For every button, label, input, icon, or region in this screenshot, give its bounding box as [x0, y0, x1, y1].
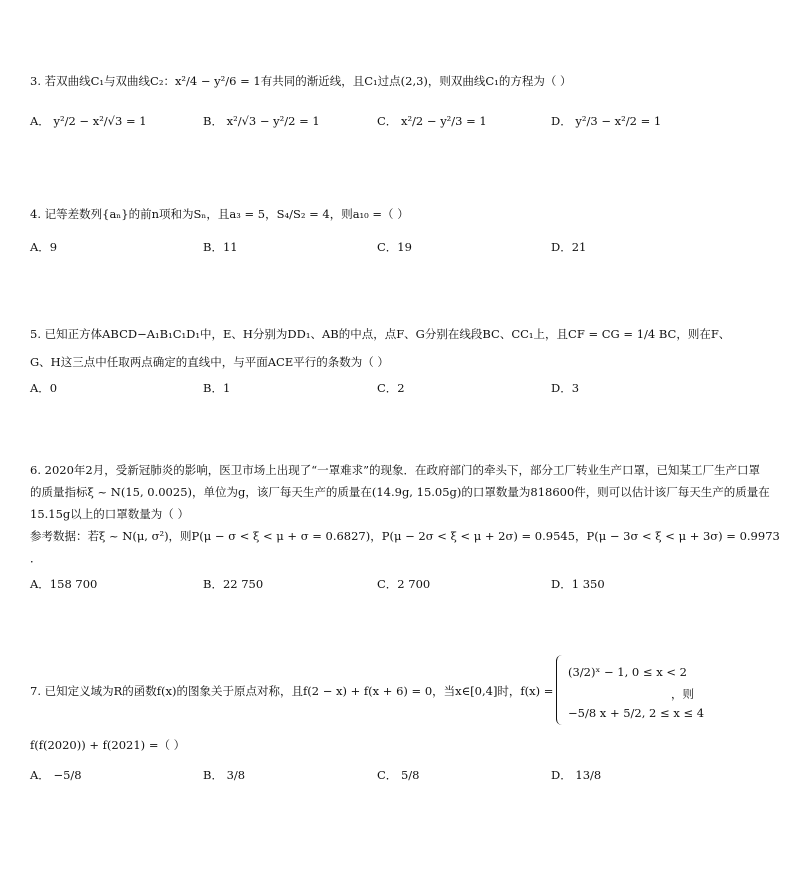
q7-piece1: (3/2)ˣ − 1, 0 ≤ x < 2	[568, 665, 687, 679]
q5-option-a[interactable]: A．0	[30, 381, 58, 395]
q5-line1: 5. 已知正方体ABCD−A₁B₁C₁D₁中，E、H分别为DD₁、AB的中点，点F、G分别在线段BC、CC₁上，且CF = CG = 1/4 BC，则在F、	[30, 327, 731, 341]
q7-line1-end: ，则	[671, 687, 694, 701]
q4-option-b[interactable]: B．11	[203, 240, 238, 254]
q6-option-a[interactable]: A．158 700	[30, 577, 98, 591]
q7-option-b[interactable]: B． 3/8	[203, 768, 246, 782]
q4-option-c[interactable]: C．19	[377, 240, 412, 254]
q4-option-d[interactable]: D．21	[551, 240, 587, 254]
q7-line1: 7. 已知定义域为R的函数f(x)的图象关于原点对称，且f(2 − x) + f(x + 6) = 0，当x∈[0,4]时，f(x) =	[30, 684, 554, 698]
q6-line1: 6. 2020年2月，受新冠肺炎的影响，医卫市场上出现了“一罩难求”的现象．在政府部门的牵头下，部分工厂转业生产口罩，已知某工厂生产口罩	[30, 463, 760, 477]
q6-line3: 15.15g以上的口罩数量为（ ）	[30, 507, 189, 521]
q4-option-a[interactable]: A．9	[30, 240, 58, 254]
q6-option-d[interactable]: D．1 350	[551, 577, 605, 591]
q5-option-d[interactable]: D．3	[551, 381, 580, 395]
q6-option-c[interactable]: C．2 700	[377, 577, 431, 591]
q3-option-d[interactable]: D． y²/3 − x²/2 = 1	[551, 114, 662, 128]
piecewise-brace	[556, 655, 565, 725]
q3-option-c[interactable]: C． x²/2 − y²/3 = 1	[377, 114, 487, 128]
q5-option-b[interactable]: B．1	[203, 381, 231, 395]
q7-piece2: −5/8 x + 5/2, 2 ≤ x ≤ 4	[568, 706, 705, 720]
q5-line2: G、H这三点中任取两点确定的直线中，与平面ACE平行的条数为（ ）	[30, 355, 389, 369]
q7-option-d[interactable]: D． 13/8	[551, 768, 602, 782]
q6-line4: 参考数据：若ξ ~ N(μ, σ²)，则P(μ − σ < ξ < μ + σ = 0.6827)，P(μ − 2σ < ξ < μ + 2σ) = 0.9545，P(μ − 3σ < ξ < μ + 3σ) = 0.9973	[30, 529, 780, 543]
q7-option-a[interactable]: A． −5/8	[30, 768, 82, 782]
q3-option-b[interactable]: B． x²/√3 − y²/2 = 1	[203, 114, 320, 128]
q3-stem: 3. 若双曲线C₁与双曲线C₂：x²/4 − y²/6 = 1有共同的渐近线，且C₁过点(2,3)，则双曲线C₁的方程为（ ）	[30, 74, 572, 88]
q3-option-a[interactable]: A． y²/2 − x²/√3 = 1	[30, 114, 147, 128]
q7-line2: f(f(2020)) + f(2021) =（ ）	[30, 738, 186, 752]
q6-line5: ．	[30, 551, 42, 565]
q4-stem: 4. 记等差数列{aₙ}的前n项和为Sₙ，且a₃ = 5，S₄/S₂ = 4，则a₁₀ =（ ）	[30, 207, 409, 221]
q6-line2: 的质量指标ξ ~ N(15, 0.0025)，单位为g，该厂每天生产的质量在(14.9g, 15.05g)的口罩数量为818600件，则可以估计该厂每天生产的质量在	[30, 485, 770, 499]
q6-option-b[interactable]: B．22 750	[203, 577, 264, 591]
q7-option-c[interactable]: C． 5/8	[377, 768, 420, 782]
q5-option-c[interactable]: C．2	[377, 381, 405, 395]
